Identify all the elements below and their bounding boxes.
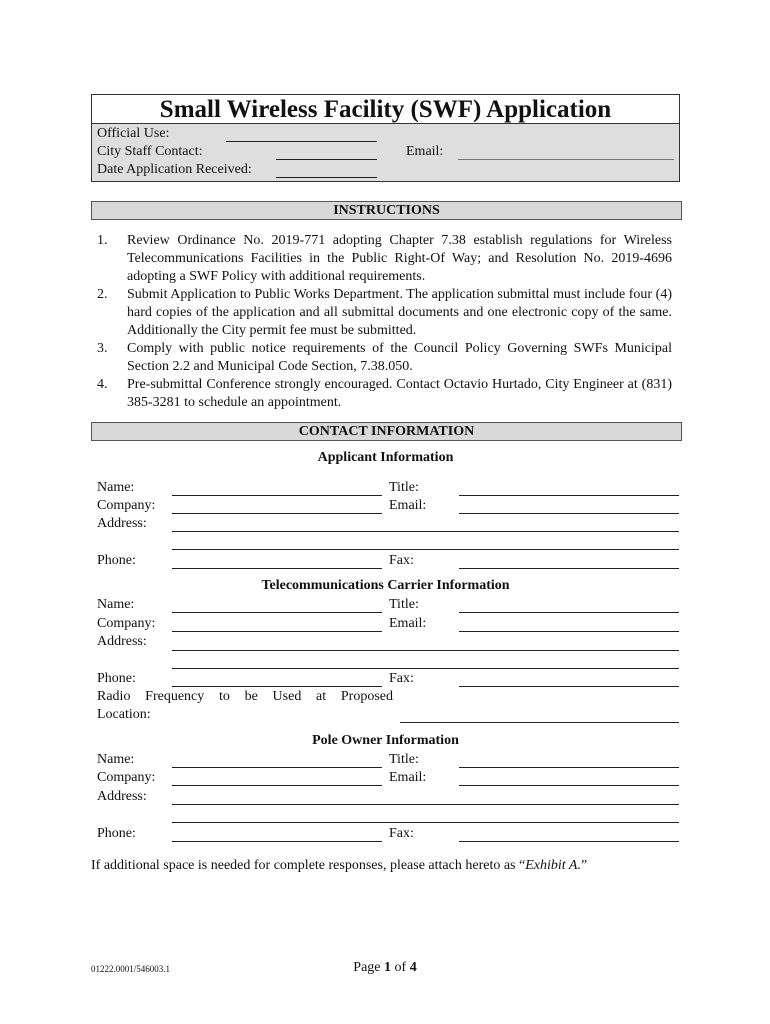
carrier-address-field-2[interactable] [172,668,679,669]
radio-frequency-field[interactable] [400,722,679,723]
applicant-company-field[interactable] [172,513,382,514]
carrier-fax-field[interactable] [459,686,679,687]
applicant-fax-field[interactable] [459,568,679,569]
applicant-name-label: Name: [97,480,135,495]
carrier-title-field[interactable] [459,612,679,613]
page-word: Page [353,960,385,975]
carrier-email-field[interactable] [459,631,679,632]
applicant-address-field-2[interactable] [172,549,679,550]
instruction-number: 2. [97,287,108,302]
pole-owner-address-label: Address: [97,789,147,804]
official-use-field[interactable] [226,141,377,142]
staff-email-label: Email: [406,144,444,159]
instruction-text: Comply with public notice requirements of the Council Policy Governing SWFs Municipal Section 2.2 and Municipal Code Section, 7.38.050. [127,341,672,374]
pole-owner-title-field[interactable] [459,767,679,768]
instruction-text: Submit Application to Public Works Department. The application submittal must include four (4) hard copies of the application and all submittal documents and one electronic copy of the same. Additionally the City permit fee must be submitted. [127,287,672,338]
document-id: 01222.0001/546003.1 [91,964,171,974]
applicant-address-field-1[interactable] [172,531,679,532]
carrier-address-field-1[interactable] [172,650,679,651]
pole-owner-company-field[interactable] [172,785,382,786]
pole-owner-heading: Pole Owner Information [312,733,459,748]
exhibit-note-prefix: If additional space is needed for complete responses, please attach hereto as “ [91,858,526,873]
applicant-heading: Applicant Information [317,450,454,465]
pole-owner-company-label: Company: [97,770,156,785]
official-use-label: Official Use: [97,126,170,141]
carrier-name-label: Name: [97,597,135,612]
applicant-fax-label: Fax: [389,553,414,568]
pole-owner-title-label: Title: [389,752,419,767]
instruction-number: 3. [97,341,108,356]
contact-heading: CONTACT INFORMATION [91,422,682,441]
pole-owner-email-label: Email: [389,770,427,785]
pole-owner-name-field[interactable] [172,767,382,768]
pole-owner-fax-label: Fax: [389,826,414,841]
carrier-fax-label: Fax: [389,671,414,686]
instruction-item [91,376,672,412]
applicant-phone-field[interactable] [172,568,382,569]
pole-owner-email-field[interactable] [459,785,679,786]
radio-frequency-label: Radio Frequency to be Used at Proposed [97,689,393,704]
pole-owner-phone-label: Phone: [97,826,136,841]
instructions-heading: INSTRUCTIONS [91,201,682,220]
carrier-company-label: Company: [97,616,156,631]
carrier-heading: Telecommunications Carrier Information [261,578,510,593]
pole-owner-phone-field[interactable] [172,841,382,842]
city-staff-contact-field[interactable] [276,159,377,160]
staff-email-field[interactable] [458,159,674,160]
instruction-number: 1. [97,233,108,248]
instruction-number: 4. [97,377,108,392]
page-title: Small Wireless Facility (SWF) Application [92,96,679,124]
pole-owner-name-label: Name: [97,752,135,767]
page-number [320,960,450,976]
exhibit-note-suffix: ” [580,858,588,873]
carrier-phone-field[interactable] [172,686,382,687]
pole-owner-address-field-1[interactable] [172,804,679,805]
instructions-list [91,232,672,412]
pole-owner-fax-field[interactable] [459,841,679,842]
applicant-phone-label: Phone: [97,553,136,568]
carrier-name-field[interactable] [172,612,382,613]
carrier-email-label: Email: [389,616,427,631]
location-label: Location: [97,707,151,722]
applicant-address-label: Address: [97,516,147,531]
carrier-company-field[interactable] [172,631,382,632]
applicant-email-field[interactable] [459,513,679,514]
exhibit-note-exhibit: Exhibit A. [525,858,581,873]
page-total: 4 [409,960,417,975]
applicant-title-label: Title: [389,480,419,495]
exhibit-note [91,857,587,875]
instruction-item [91,340,672,376]
pole-owner-address-field-2[interactable] [172,822,679,823]
date-received-field[interactable] [276,177,377,178]
instruction-item [91,286,672,340]
applicant-company-label: Company: [97,498,156,513]
applicant-title-field[interactable] [459,495,679,496]
carrier-title-label: Title: [389,597,419,612]
applicant-name-field[interactable] [172,495,382,496]
page-of: of [391,960,410,975]
page-current: 1 [384,960,392,975]
instruction-text: Pre-submittal Conference strongly encouraged. Contact Octavio Hurtado, City Engineer at (831) 385-3281 to schedule an appointment. [127,377,672,410]
carrier-phone-label: Phone: [97,671,136,686]
city-staff-contact-label: City Staff Contact: [97,144,203,159]
instruction-item [91,232,672,286]
applicant-email-label: Email: [389,498,427,513]
date-received-label: Date Application Received: [97,162,252,177]
instruction-text: Review Ordinance No. 2019-771 adopting Chapter 7.38 establish regulations for Wireless Telecommunications Facilities in the Public Right-Of Way; and Resolution No. 2019-4696 adopting a SWF Policy with additional requirements. [127,233,672,284]
carrier-address-label: Address: [97,634,147,649]
